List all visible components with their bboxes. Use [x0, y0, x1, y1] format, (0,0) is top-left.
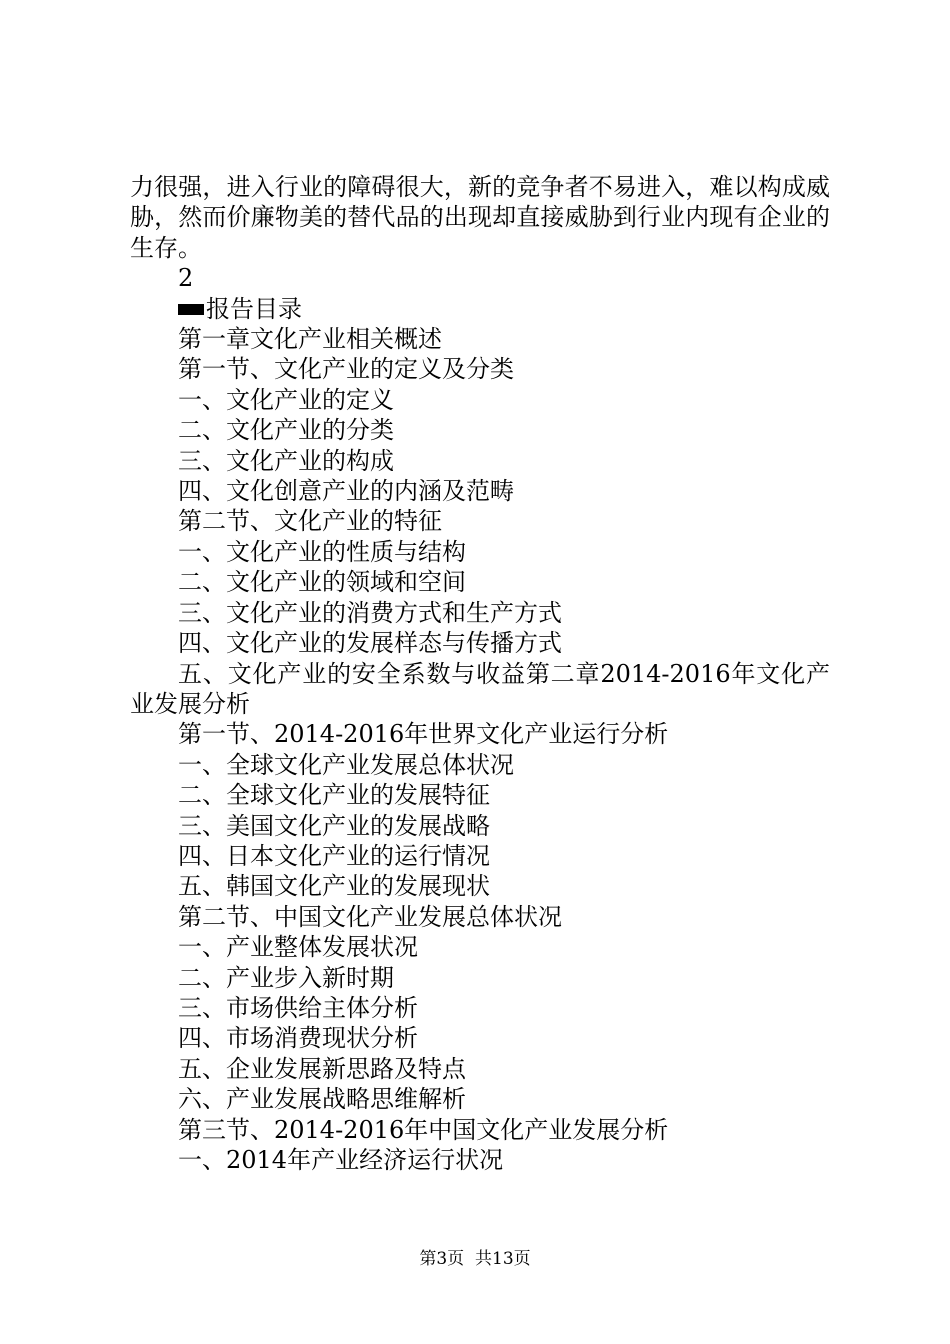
- toc-item: 一、2014年产业经济运行状况: [178, 1146, 504, 1174]
- toc-item: 三、文化产业的构成: [178, 446, 394, 475]
- intro-paragraph: 力很强，进入行业的障碍很大，新的竞争者不易进入，难以构成威胁，然而价廉物美的替代品的出现却直接威胁到行业内现有企业的生存。: [130, 173, 830, 262]
- toc-item: 四、文化创意产业的内涵及范畴: [178, 477, 514, 506]
- toc-item: 第二节、文化产业的特征: [178, 507, 442, 536]
- toc-item: 四、文化产业的发展样态与传播方式: [178, 629, 562, 658]
- toc-item: 四、日本文化产业的运行情况: [178, 841, 490, 870]
- toc-item: 第一章文化产业相关概述: [178, 325, 442, 354]
- toc-item: 二、文化产业的领域和空间: [178, 568, 466, 597]
- footer-page-number: 第3页: [419, 1249, 465, 1269]
- toc-item: 三、文化产业的消费方式和生产方式: [178, 598, 562, 627]
- toc-item: 第一节、文化产业的定义及分类: [178, 355, 514, 384]
- toc-item: 二、文化产业的分类: [178, 416, 394, 445]
- footer-total-pages: 共13页: [475, 1249, 531, 1269]
- toc-item-wrapped: 五、文化产业的安全系数与收益第二章2014-2016年文化产业发展分析: [130, 659, 830, 718]
- toc-item: 一、产业整体发展状况: [178, 933, 418, 962]
- page-marker: 2: [178, 264, 194, 293]
- toc-item: 五、企业发展新思路及特点: [178, 1054, 466, 1083]
- toc-heading-line: [130, 294, 830, 324]
- toc-item: 三、美国文化产业的发展战略: [178, 811, 490, 840]
- toc-item: 四、市场消费现状分析: [178, 1024, 418, 1053]
- toc-item: 六、产业发展战略思维解析: [178, 1085, 466, 1114]
- toc-list-2: [130, 719, 830, 1175]
- toc-item: 第三节、2014-2016年中国文化产业发展分析: [178, 1115, 669, 1144]
- toc-item: 第一节、2014-2016年世界文化产业运行分析: [178, 720, 669, 749]
- toc-item: 一、文化产业的性质与结构: [178, 537, 466, 566]
- toc-item: 三、市场供给主体分析: [178, 993, 418, 1022]
- toc-item: 二、全球文化产业的发展特征: [178, 781, 490, 810]
- toc-item: 一、全球文化产业发展总体状况: [178, 750, 514, 779]
- document-body: [130, 172, 830, 1175]
- toc-heading: 报告目录: [206, 294, 302, 323]
- black-box-icon: [178, 304, 204, 315]
- toc-item: 五、韩国文化产业的发展现状: [178, 872, 490, 901]
- toc-list-1: [130, 324, 830, 658]
- page-footer: [0, 1244, 950, 1269]
- toc-item: 一、文化产业的定义: [178, 385, 394, 414]
- toc-item: 二、产业步入新时期: [178, 963, 394, 992]
- toc-item: 第二节、中国文化产业发展总体状况: [178, 902, 562, 931]
